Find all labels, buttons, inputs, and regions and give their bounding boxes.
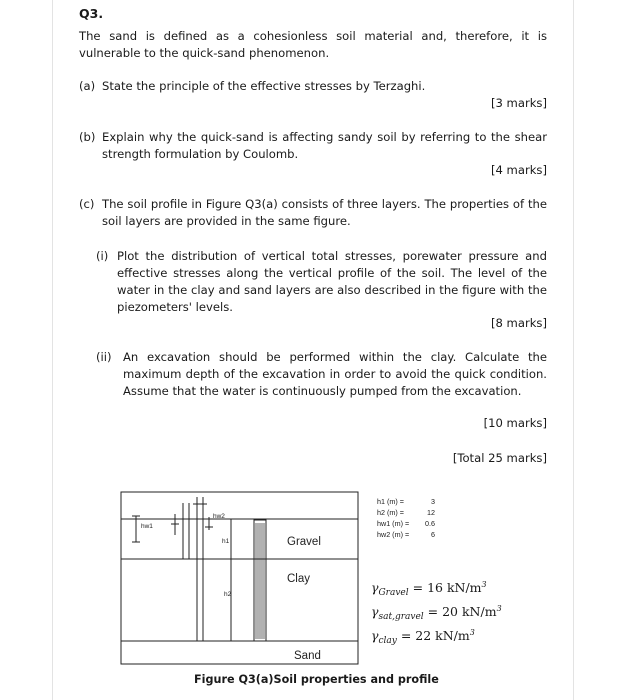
label-hw2: hw2 [213,513,225,520]
label-sand: Sand [294,650,321,662]
label-hw1: hw1 [141,523,153,530]
part-b-label: (b) [79,130,96,144]
gamma-sat-gravel: $\gamma_{sat,gravel} = 20$ $kN/m^3$ [371,604,502,623]
label-gravel: Gravel [287,536,321,548]
part-ci-label: (i) [96,249,109,263]
figure-caption: Figure Q3(a)Soil properties and profile [194,673,439,686]
prop-row-h2: h2 (m) = 12 [377,508,435,517]
part-a-label: (a) [79,79,96,93]
question-intro: The sand is defined as a cohesionless soil material and, therefore, it is vulnerable to the quick-sand phenomenon. [79,29,547,60]
prop-row-hw1: hw1 (m) = 0.6 [377,519,435,528]
label-clay: Clay [287,573,311,585]
part-cii-label: (ii) [96,350,112,364]
part-cii-marks: [10 marks] [483,416,547,430]
label-h2: h2 [224,591,232,598]
part-cii-text: An excavation should be performed within the clay. Calculate the maximum depth of the excavation in order to avoid the quick condition. Assume that the water is continuously pumped from the excavation. [123,350,547,398]
properties-table [377,496,435,540]
part-c-label: (c) [79,197,95,211]
part-ci-marks: [8 marks] [490,316,547,330]
gamma-gravel: $\gamma_{Gravel} = 16$ $kN/m^3$ [371,580,487,599]
total-marks: [Total 25 marks] [452,451,547,465]
part-a-marks: [3 marks] [490,96,547,110]
question-number: Q3. [79,6,104,21]
part-c-text: The soil profile in Figure Q3(a) consists of three layers. The properties of the soil layers are provided in the same figure. [102,197,547,228]
label-h1: h1 [222,538,230,545]
part-b-text: Explain why the quick-sand is affecting sandy soil by referring to the shear strength formulation by Coulomb. [102,130,547,161]
profile-frame [121,492,358,664]
part-a-text: State the principle of the effective stresses by Terzaghi. [102,79,426,93]
gamma-clay: $\gamma_{clay} = 22$ $kN/m^3$ [371,628,475,647]
prop-row-h1: h1 (m) = 3 [377,497,435,506]
part-b-marks: [4 marks] [490,163,547,177]
part-ci-text: Plot the distribution of vertical total stresses, porewater pressure and effective stresses along the vertical profile of the soil. The level of the water in the clay and sand layers are also described in the figure with the piezometers' levels. [117,249,547,314]
prop-row-hw2: hw2 (m) = 6 [377,530,435,539]
